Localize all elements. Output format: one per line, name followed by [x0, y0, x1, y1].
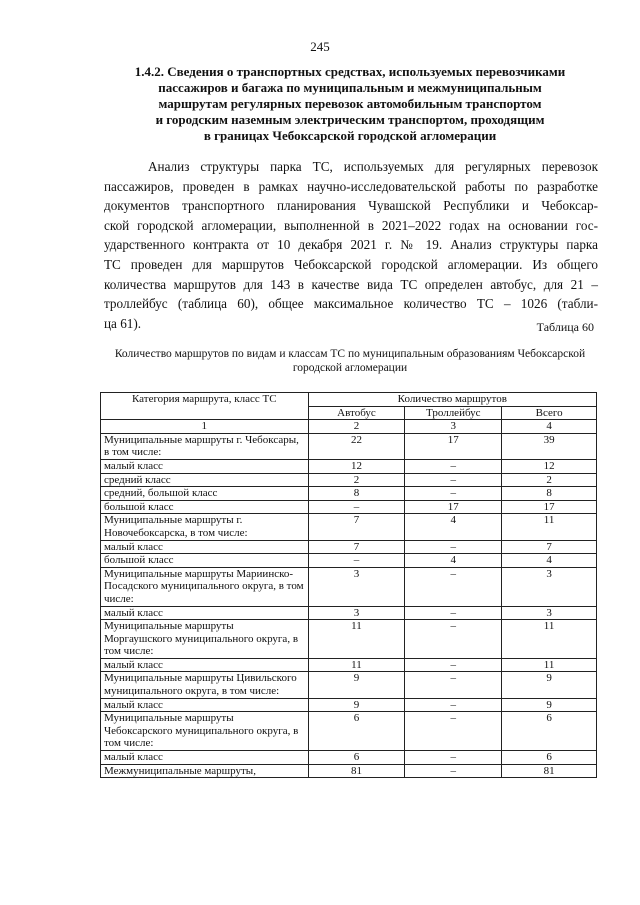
bus-count: 2: [308, 473, 405, 487]
row-label: Муниципальные маршруты г. Чебоксары, в том числе:: [101, 433, 309, 459]
bus-count: 9: [308, 672, 405, 698]
table-row: [101, 554, 597, 568]
total-count: 4: [502, 554, 597, 568]
total-count: 6: [502, 712, 597, 751]
table-row: [101, 433, 597, 459]
table-row: [101, 606, 597, 620]
table-label: Таблица 60: [536, 320, 594, 334]
section-heading: [100, 64, 600, 144]
trolleybus-count: –: [405, 459, 502, 473]
table-row: [101, 514, 597, 540]
table-row: [101, 712, 597, 751]
trolleybus-count: 4: [405, 554, 502, 568]
table-body: [101, 433, 597, 777]
table-header-row: [101, 393, 597, 407]
table-row: [101, 500, 597, 514]
bus-count: –: [308, 554, 405, 568]
row-label: малый класс: [101, 658, 309, 672]
header-category: Категория маршрута, класс ТС: [101, 393, 309, 420]
total-count: 7: [502, 540, 597, 554]
paragraph-line: документов транспортного планирования Чувашской Республики и Чебоксар-: [104, 198, 598, 214]
table-row: [101, 658, 597, 672]
trolleybus-count: –: [405, 658, 502, 672]
bus-count: 7: [308, 540, 405, 554]
trolleybus-count: 4: [405, 514, 502, 540]
trolleybus-count: –: [405, 764, 502, 778]
bus-count: 3: [308, 567, 405, 606]
column-number: 3: [405, 420, 502, 434]
total-count: 39: [502, 433, 597, 459]
paragraph-line: ца 61).: [104, 315, 142, 331]
trolleybus-count: –: [405, 540, 502, 554]
total-count: 11: [502, 658, 597, 672]
total-count: 17: [502, 500, 597, 514]
total-count: 3: [502, 606, 597, 620]
row-label: Межмуниципальные маршруты,: [101, 764, 309, 778]
paragraph-line: троллейбус (таблица 60), общее максимальное количество ТС – 1026 (табли-: [104, 296, 598, 312]
header-bus: Автобус: [308, 406, 405, 420]
total-count: 9: [502, 698, 597, 712]
bus-count: 11: [308, 658, 405, 672]
total-count: 9: [502, 672, 597, 698]
trolleybus-count: –: [405, 606, 502, 620]
body-paragraph: [104, 157, 598, 333]
column-number: 1: [101, 420, 309, 434]
total-count: 3: [502, 567, 597, 606]
table-row: [101, 672, 597, 698]
paragraph-line: пассажиров, проведен в рамках научно-исследовательской работы по разработке: [104, 178, 598, 194]
bus-count: –: [308, 500, 405, 514]
total-count: 12: [502, 459, 597, 473]
heading-line: пассажиров и багажа по муниципальным и межмуниципальным: [158, 80, 542, 95]
bus-count: 8: [308, 487, 405, 501]
row-label: Муниципальные маршруты Моргаушского муниципального округа, в том числе:: [101, 620, 309, 659]
total-count: 11: [502, 620, 597, 659]
bus-count: 22: [308, 433, 405, 459]
row-label: малый класс: [101, 606, 309, 620]
trolleybus-count: 17: [405, 433, 502, 459]
column-number: 4: [502, 420, 597, 434]
table-row: [101, 751, 597, 765]
trolleybus-count: –: [405, 620, 502, 659]
bus-count: 81: [308, 764, 405, 778]
table-caption: [100, 347, 600, 375]
trolleybus-count: –: [405, 567, 502, 606]
table-row: [101, 540, 597, 554]
table-row: [101, 764, 597, 778]
heading-line: маршрутам регулярных перевозок автомобильным транспортом: [158, 96, 542, 111]
row-label: малый класс: [101, 751, 309, 765]
caption-line: Количество маршрутов по видам и классам ТС по муниципальным образованиям Чебоксарской: [114, 348, 586, 360]
paragraph-line: ской городской агломерации, выполненной в 2021–2022 годах на основании гос-: [104, 217, 598, 233]
row-label: большой класс: [101, 554, 309, 568]
row-label: Муниципальные маршруты Чебоксарского муниципального округа, в том числе:: [101, 712, 309, 751]
total-count: 8: [502, 487, 597, 501]
trolleybus-count: –: [405, 698, 502, 712]
heading-line: в границах Чебоксарской городской агломерации: [203, 128, 497, 143]
table-row: [101, 459, 597, 473]
page-number: 245: [310, 39, 330, 54]
caption-line: городской агломерации: [292, 362, 408, 374]
row-label: малый класс: [101, 540, 309, 554]
bus-count: 6: [308, 751, 405, 765]
column-number: 2: [308, 420, 405, 434]
trolleybus-count: –: [405, 751, 502, 765]
trolleybus-count: –: [405, 672, 502, 698]
row-label: средний, большой класс: [101, 487, 309, 501]
total-count: 6: [502, 751, 597, 765]
bus-count: 12: [308, 459, 405, 473]
row-label: Муниципальные маршруты Мариинско-Посадского муниципального округа, в том числе:: [101, 567, 309, 606]
table-row: [101, 473, 597, 487]
table-row: [101, 487, 597, 501]
bus-count: 9: [308, 698, 405, 712]
row-label: большой класс: [101, 500, 309, 514]
bus-count: 11: [308, 620, 405, 659]
bus-count: 6: [308, 712, 405, 751]
trolleybus-count: –: [405, 487, 502, 501]
paragraph-line: количества маршрутов для 143 в качестве вида ТС определен автобус, для 21 –: [104, 276, 598, 292]
total-count: 81: [502, 764, 597, 778]
header-total: Всего: [502, 406, 597, 420]
row-label: малый класс: [101, 698, 309, 712]
paragraph-line: ударственного контракта от 10 декабря 2021 г. № 19. Анализ структуры парка: [104, 237, 598, 253]
row-label: средний класс: [101, 473, 309, 487]
trolleybus-count: –: [405, 712, 502, 751]
row-label: Муниципальные маршруты Цивильского муниципального округа, в том числе:: [101, 672, 309, 698]
table-row: [101, 567, 597, 606]
trolleybus-count: 17: [405, 500, 502, 514]
header-trolleybus: Троллейбус: [405, 406, 502, 420]
header-route-count: Количество маршрутов: [308, 393, 596, 407]
paragraph-line: ТС проведен для маршрутов Чебоксарской городской агломерации. Из общего: [104, 256, 598, 272]
routes-table: [100, 392, 597, 778]
bus-count: 7: [308, 514, 405, 540]
bus-count: 3: [308, 606, 405, 620]
heading-line: 1.4.2. Сведения о транспортных средствах, используемых перевозчиками: [134, 64, 566, 79]
paragraph-line: Анализ структуры парка ТС, используемых для регулярных перевозок: [148, 159, 598, 174]
total-count: 2: [502, 473, 597, 487]
row-label: Муниципальные маршруты г. Новочебоксарска, в том числе:: [101, 514, 309, 540]
table-row: [101, 620, 597, 659]
trolleybus-count: –: [405, 473, 502, 487]
table-row: [101, 698, 597, 712]
table-numbering-row: [101, 420, 597, 434]
row-label: малый класс: [101, 459, 309, 473]
heading-line: и городским наземным электрическим транспортом, проходящим: [155, 112, 545, 127]
total-count: 11: [502, 514, 597, 540]
